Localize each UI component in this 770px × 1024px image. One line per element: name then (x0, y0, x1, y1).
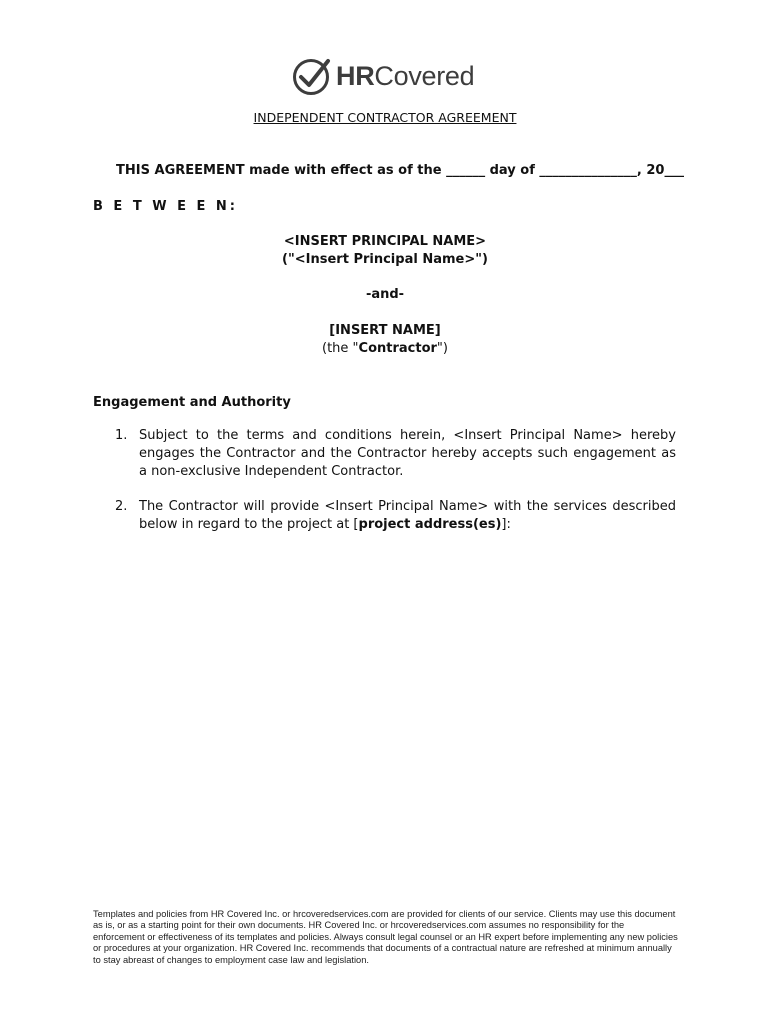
footer-disclaimer: Templates and policies from HR Covered Inc. or hrcoveredservices.com are provided for clients of our service. Clients may use this document as is, or as a starting point for their own documents. HR Covered Inc. or hrcoveredservices.com assumes no responsibility for the enforcement or effectiveness of its templates and policies. Always consult legal counsel or an HR expert before implementing any new policies or procedures at your organization. HR Covered Inc. recommends that documents of a contractual nature are refreshed at minimum annually to stay abreast of changes to employment case law and legislation. (93, 909, 678, 965)
list-item (93, 427, 676, 481)
hrcovered-logo (292, 56, 474, 96)
section-heading: Engagement and Authority (93, 395, 291, 410)
project-address-placeholder: project address(es) (358, 517, 502, 532)
list-item-number: 2. (115, 499, 128, 514)
contractor-alias-term: Contractor (358, 341, 437, 356)
principal-name: <INSERT PRINCIPAL NAME> (283, 234, 487, 249)
list-item (93, 498, 676, 534)
logo-hr: HR (336, 60, 375, 91)
document-title: INDEPENDENT CONTRACTOR AGREEMENT (253, 110, 517, 125)
check-circle-icon (292, 56, 332, 96)
contractor-alias-suffix: ") (436, 341, 448, 356)
logo-wordmark (336, 61, 474, 92)
logo-covered: Covered (374, 60, 475, 91)
contractor-name: [INSERT NAME] (329, 323, 441, 338)
contractor-alias-prefix: (the " (322, 341, 359, 356)
list-item-text-prefix: The Contractor will provide <Insert Principal Name> with the services described below in regard to the project at [ (139, 499, 676, 532)
list-item-number: 1. (115, 428, 128, 443)
effect-date-line: THIS AGREEMENT made with effect as of the ______ day of _______________, 20___ (116, 163, 684, 178)
between-label: B E T W E E N: (93, 199, 238, 214)
list-item-text: Subject to the terms and conditions herein, <Insert Principal Name> hereby engages the Contractor and the Contractor hereby accepts such engagement as a non-exclusive Independent Contractor. (139, 428, 676, 479)
list-item-text (139, 498, 676, 534)
contractor-alias (0, 341, 770, 356)
principal-alias: ("<Insert Principal Name>") (282, 252, 488, 267)
list-item-text-suffix: ]: (501, 517, 511, 532)
and-separator: -and- (365, 287, 405, 302)
